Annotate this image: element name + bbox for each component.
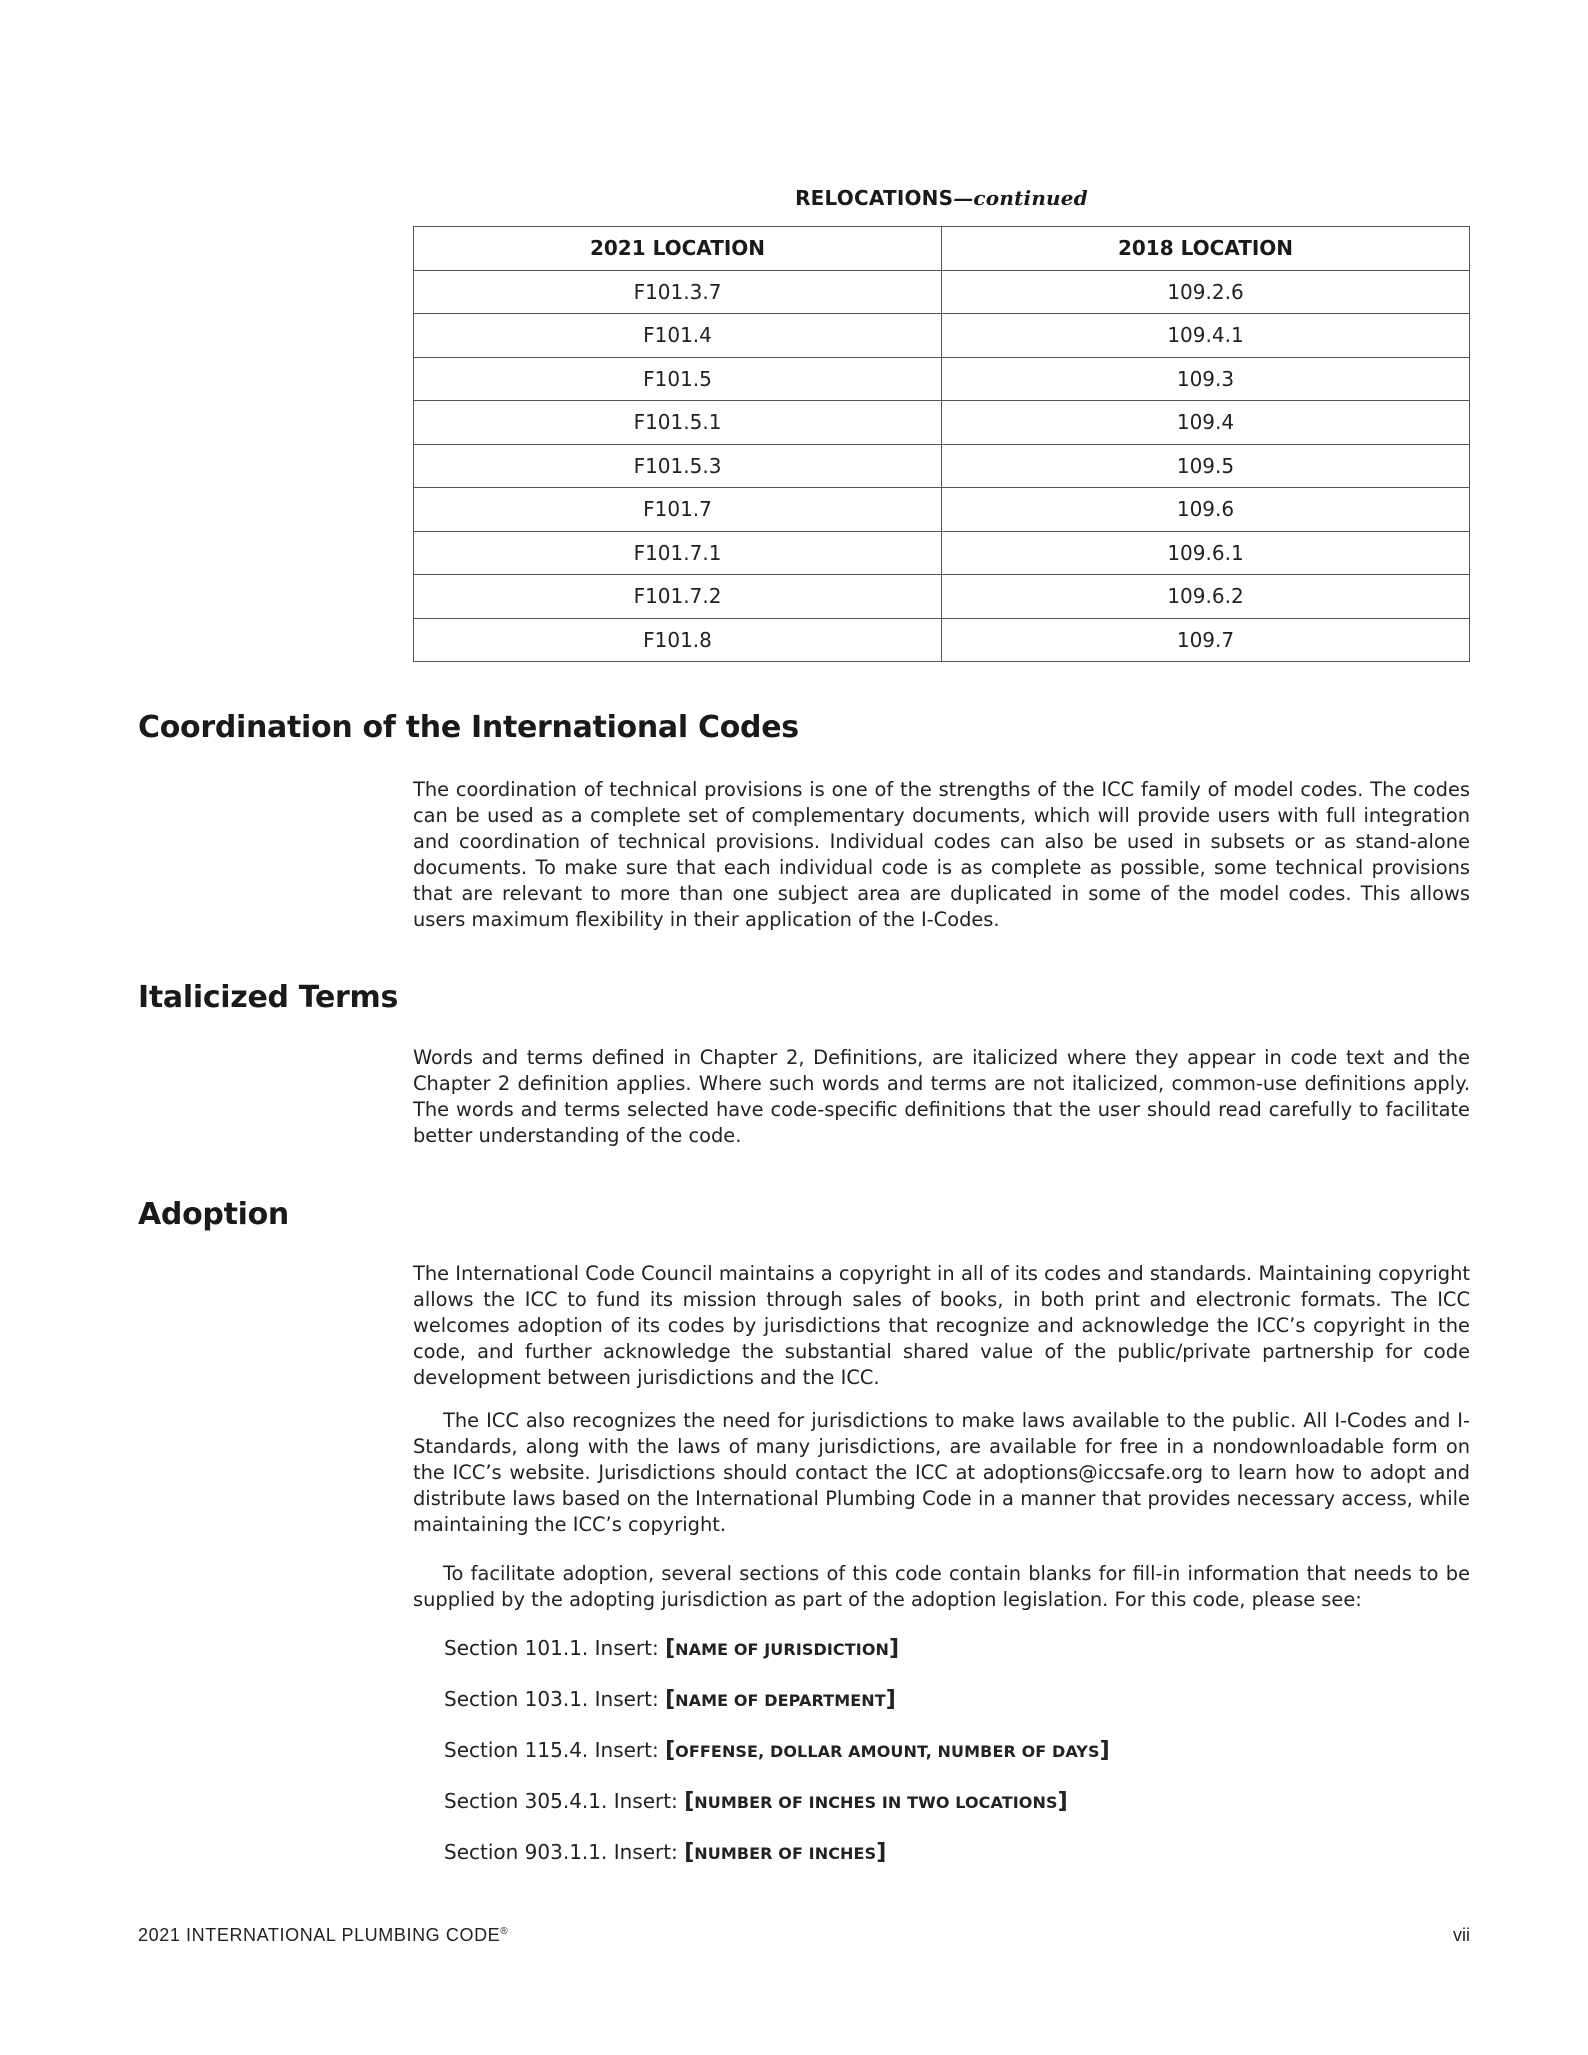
cell-2021-location: F101.5: [414, 357, 942, 401]
coordination-section: [413, 777, 1470, 933]
table-row: [414, 575, 1470, 619]
insert-item: Section 115.4. Insert: [OFFENSE, DOLLAR AMOUNT, NUMBER OF DAYS]: [444, 1738, 1110, 1763]
cell-2018-location: 109.4: [942, 401, 1470, 445]
column-header-2021: 2021 LOCATION: [414, 227, 942, 271]
cell-2018-location: 109.2.6: [942, 270, 1470, 314]
insert-item: Section 103.1. Insert: [NAME OF DEPARTMENT]: [444, 1687, 896, 1712]
coordination-heading: Coordination of the International Codes: [138, 710, 799, 745]
adoption-paragraph-2-block: [413, 1408, 1470, 1538]
insert-blank: NUMBER OF INCHES: [694, 1844, 877, 1863]
insert-blank: NUMBER OF INCHES IN TWO LOCATIONS: [694, 1793, 1058, 1812]
cell-2021-location: F101.7.1: [414, 531, 942, 575]
adoption-paragraph-1: The International Code Council maintains a copyright in all of its codes and standards. Maintaining copyright allows the ICC to fund its mission through sales of books, in both print and electronic formats. The ICC welcomes adoption of its codes by jurisdictions that recognize and acknowledge the ICC’s copyright in the code, and further acknowledge the substantial shared value of the public/private partnership for code development between jurisdictions and the ICC.: [413, 1262, 1470, 1389]
adoption-paragraph-3: To facilitate adoption, several sections of this code contain blanks for fill-in information that needs to be supplied by the adopting jurisdiction as part of the adoption legislation. For this code, please see:: [413, 1562, 1470, 1611]
insert-blank: OFFENSE, DOLLAR AMOUNT, NUMBER OF DAYS: [675, 1742, 1100, 1761]
cell-2021-location: F101.5.1: [414, 401, 942, 445]
column-header-2018: 2018 LOCATION: [942, 227, 1470, 271]
table-caption: [413, 186, 1470, 210]
adoption-paragraph-2: The ICC also recognizes the need for jurisdictions to make laws available to the public. All I-Codes and I-Standards, along with the laws of many jurisdictions, are available for free in a nondownloadable form on the ICC’s website. Jurisdictions should contact the ICC at adoptions@iccsafe.org to learn how to adopt and distribute laws based on the International Plumbing Code in a manner that provides necessary access, while maintaining the ICC’s copyright.: [413, 1409, 1470, 1536]
insert-section: Section 101.1. Insert:: [444, 1636, 666, 1660]
table-caption-main: RELOCATIONS: [795, 186, 954, 210]
adoption-heading: Adoption: [138, 1197, 289, 1232]
insert-item: Section 101.1. Insert: [NAME OF JURISDICTION]: [444, 1636, 900, 1661]
table-header-row: [414, 227, 1470, 271]
relocations-table: [413, 226, 1470, 662]
insert-blank: NAME OF DEPARTMENT: [675, 1691, 886, 1710]
adoption-insert-list: [444, 1636, 1444, 1891]
adoption-paragraph-3-block: [413, 1561, 1470, 1613]
insert-section: Section 115.4. Insert:: [444, 1738, 666, 1762]
cell-2018-location: 109.3: [942, 357, 1470, 401]
footer-title-text: 2021 INTERNATIONAL PLUMBING CODE: [138, 1925, 501, 1945]
cell-2021-location: F101.4: [414, 314, 942, 358]
insert-item: Section 305.4.1. Insert: [NUMBER OF INCHES IN TWO LOCATIONS]: [444, 1789, 1068, 1814]
insert-item: Section 903.1.1. Insert: [NUMBER OF INCHES]: [444, 1840, 887, 1865]
insert-section: Section 903.1.1. Insert:: [444, 1840, 685, 1864]
insert-section: Section 103.1. Insert:: [444, 1687, 666, 1711]
cell-2018-location: 109.7: [942, 618, 1470, 662]
adoption-paragraph-1-block: [413, 1261, 1470, 1391]
insert-blank: NAME OF JURISDICTION: [675, 1640, 890, 1659]
cell-2021-location: F101.7.2: [414, 575, 942, 619]
cell-2018-location: 109.4.1: [942, 314, 1470, 358]
italicized-terms-heading: Italicized Terms: [138, 980, 399, 1015]
footer-title: [138, 1925, 508, 1946]
insert-section: Section 305.4.1. Insert:: [444, 1789, 685, 1813]
cell-2021-location: F101.5.3: [414, 444, 942, 488]
italicized-terms-section: [413, 1045, 1470, 1149]
page-number: vii: [1453, 1925, 1470, 1945]
cell-2018-location: 109.6: [942, 488, 1470, 532]
table-row: [414, 444, 1470, 488]
italicized-terms-paragraph: Words and terms defined in Chapter 2, Definitions, are italicized where they appear in code text and the Chapter 2 definition applies. Where such words and terms are not italicized, common-use definitions apply. The words and terms selected have code-specific definitions that the user should read carefully to facilitate better understanding of the code.: [413, 1046, 1470, 1147]
coordination-paragraph: The coordination of technical provisions is one of the strengths of the ICC family of model codes. The codes can be used as a complete set of complementary documents, which will provide users with full integration and coordination of technical provisions. Individual codes can also be used in subsets or as stand-alone documents. To make sure that each individual code is as complete as possible, some technical provisions that are relevant to more than one subject area are duplicated in some of the model codes. This allows users maximum flexibility in their application of the I-Codes.: [413, 778, 1470, 931]
cell-2018-location: 109.5: [942, 444, 1470, 488]
table-row: [414, 357, 1470, 401]
table-row: [414, 401, 1470, 445]
cell-2021-location: F101.7: [414, 488, 942, 532]
table-row: [414, 488, 1470, 532]
cell-2021-location: F101.8: [414, 618, 942, 662]
table-row: [414, 531, 1470, 575]
table-row: [414, 618, 1470, 662]
table-row: [414, 270, 1470, 314]
cell-2018-location: 109.6.1: [942, 531, 1470, 575]
registered-mark: ®: [500, 1926, 509, 1937]
cell-2018-location: 109.6.2: [942, 575, 1470, 619]
cell-2021-location: F101.3.7: [414, 270, 942, 314]
table-caption-continued: —continued: [953, 186, 1088, 210]
table-row: [414, 314, 1470, 358]
